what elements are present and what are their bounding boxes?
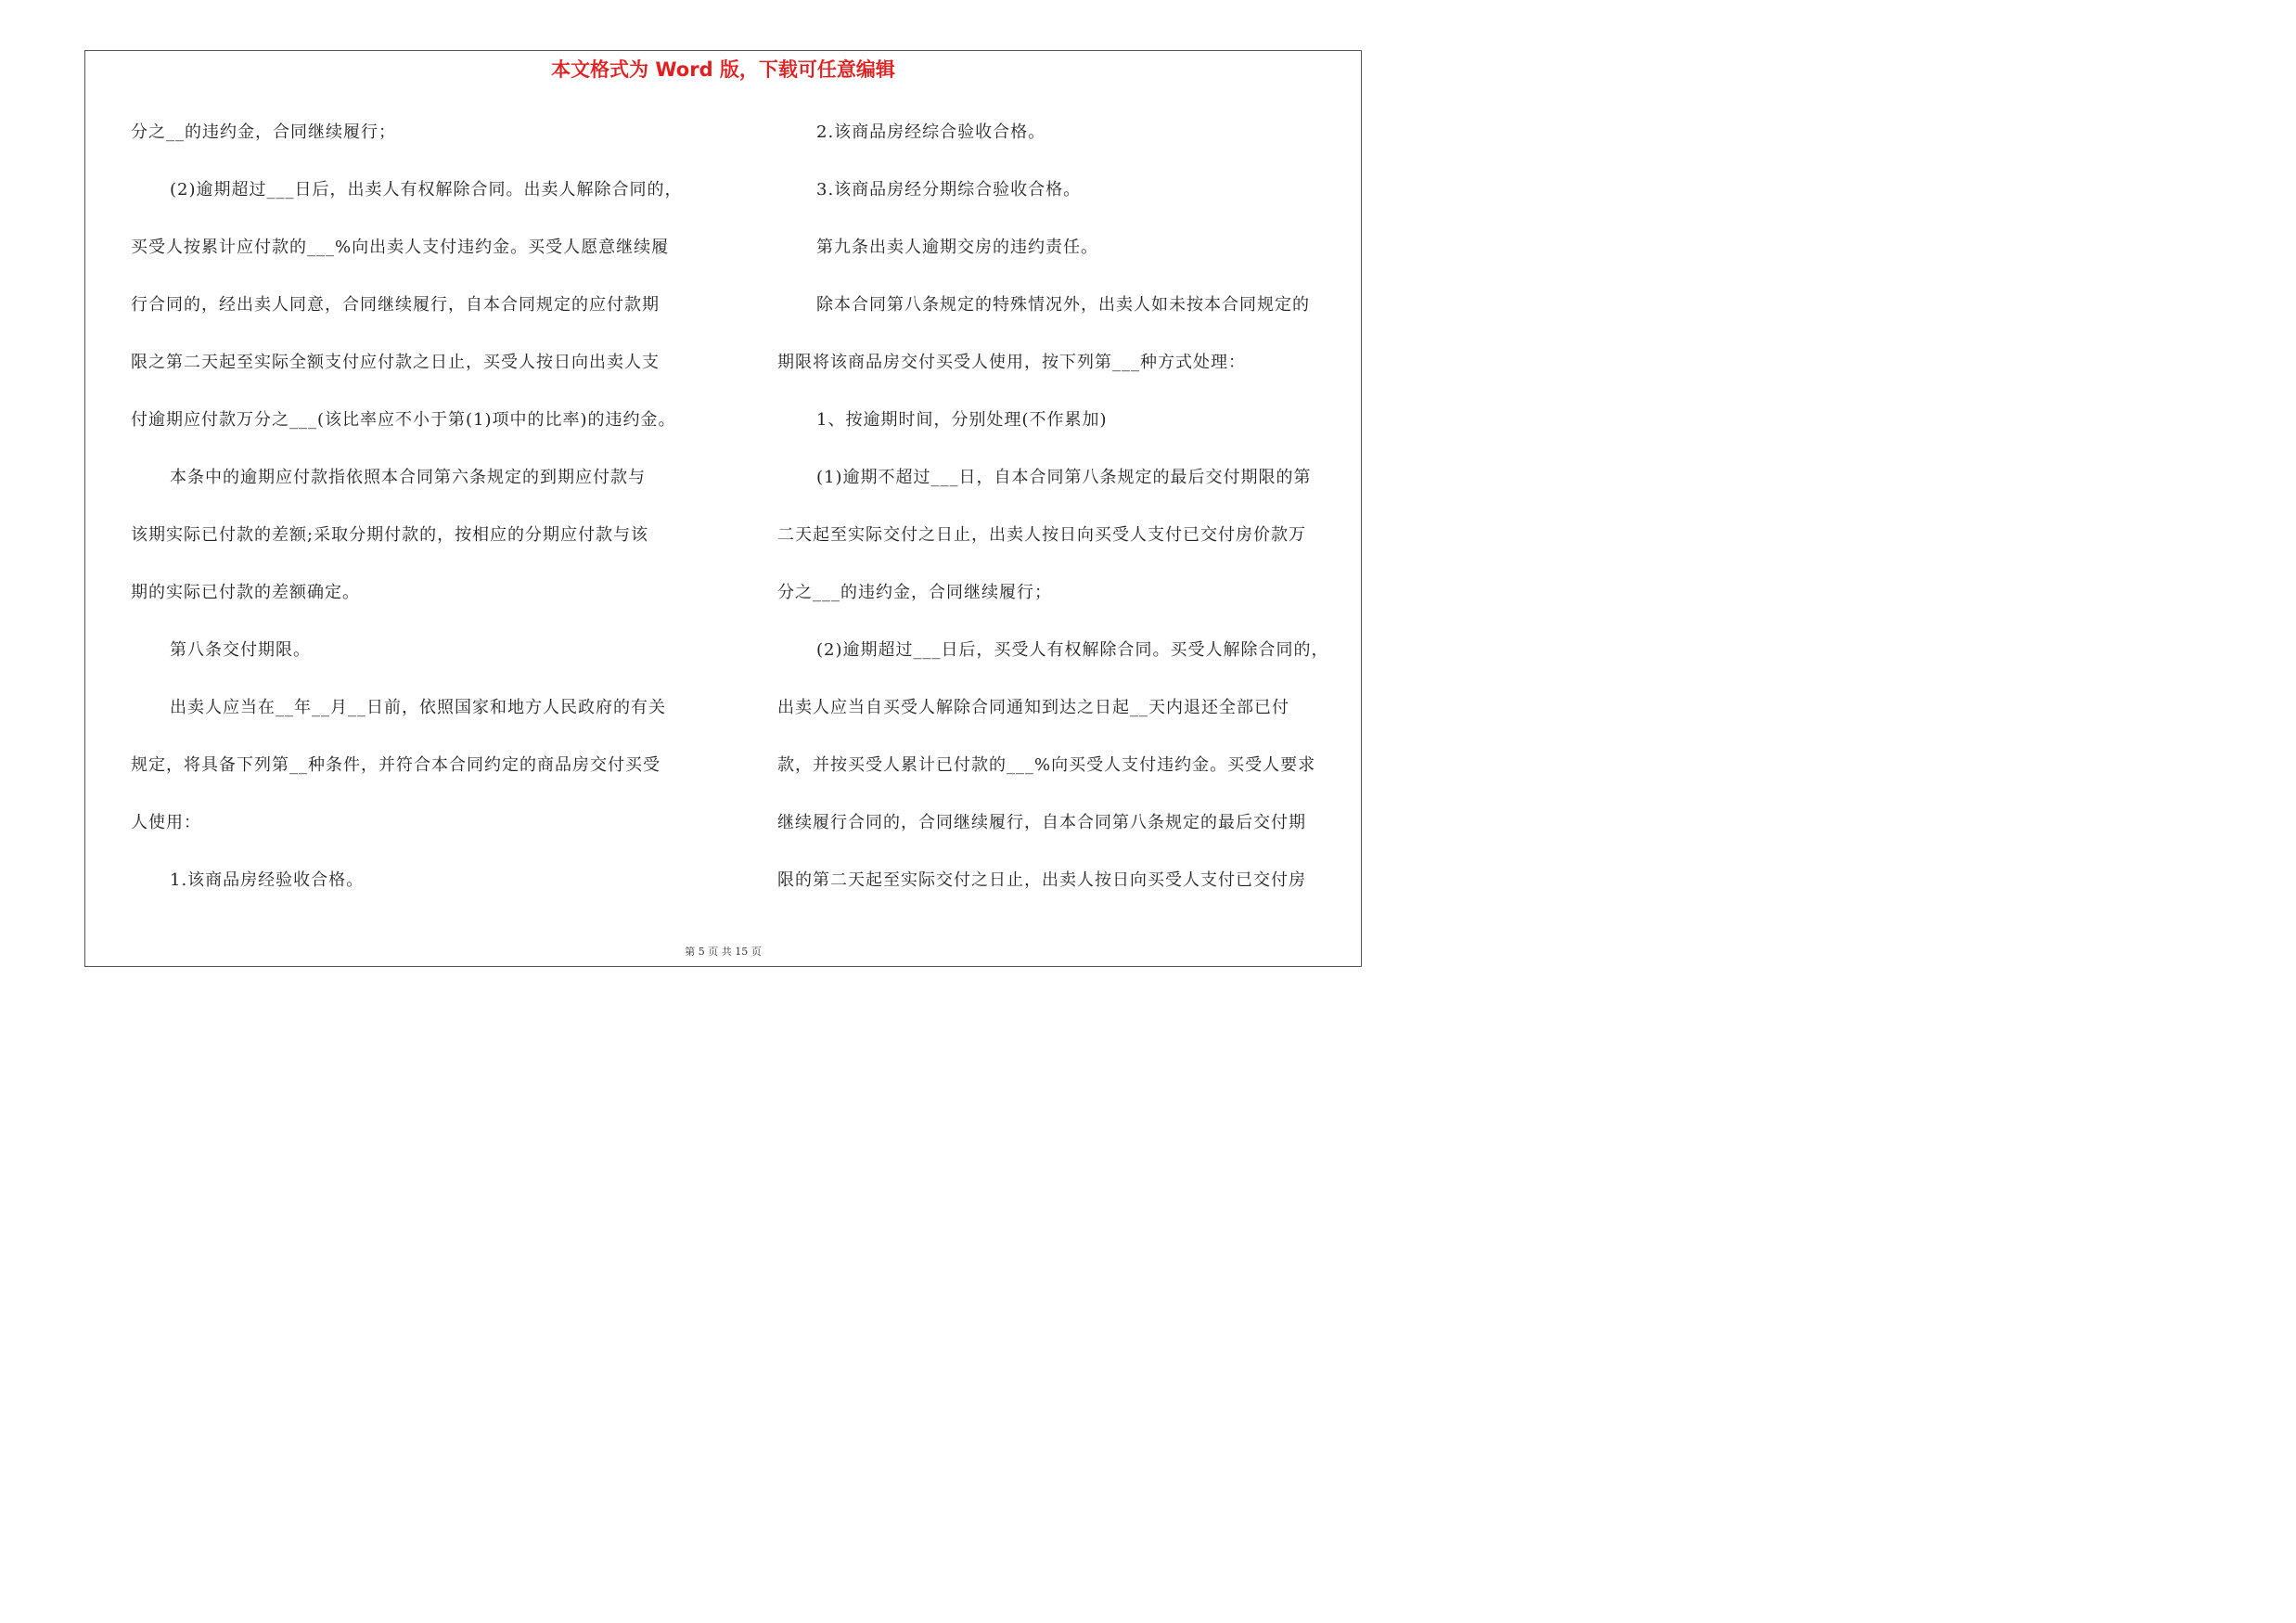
page-number-footer: 第 5 页 共 15 页: [685, 946, 762, 958]
text-line: 二天起至实际交付之日止，出卖人按日向买受人支付已交付房价款万: [777, 525, 1306, 545]
format-notice-banner: 本文格式为 Word 版，下载可任意编辑: [551, 58, 895, 81]
left-text-column: [131, 104, 725, 909]
text-line: 本条中的逾期应付款指依照本合同第六条规定的到期应付款与: [170, 468, 646, 487]
right-text-column: [777, 104, 1358, 909]
text-line: 行合同的，经出卖人同意，合同继续履行，自本合同规定的应付款期: [131, 295, 660, 315]
text-line: 继续履行合同的，合同继续履行，自本合同第八条规定的最后交付期: [777, 813, 1306, 832]
text-line: 分之__的违约金，合同继续履行；: [131, 122, 396, 142]
text-line: (1)逾期不超过___日，自本合同第八条规定的最后交付期限的第: [816, 468, 1312, 487]
text-line: 第八条交付期限。: [170, 640, 311, 660]
text-line: 第九条出卖人逾期交房的违约责任。: [816, 238, 1098, 257]
text-line: 付逾期应付款万分之___(该比率应不小于第(1)项中的比率)的违约金。: [131, 410, 676, 430]
text-line: 限之第二天起至实际全额支付应付款之日止，买受人按日向出卖人支: [131, 353, 660, 372]
text-line: (2)逾期超过___日后，买受人有权解除合同。买受人解除合同的，: [816, 640, 1329, 660]
text-line: 2.该商品房经综合验收合格。: [816, 122, 1046, 142]
text-line: 款，并按买受人累计已付款的___%向买受人支付违约金。买受人要求: [777, 755, 1316, 775]
text-line: 规定，将具备下列第__种条件，并符合本合同约定的商品房交付买受: [131, 755, 661, 775]
text-line: 出卖人应当自买受人解除合同通知到达之日起__天内退还全部已付: [777, 698, 1289, 717]
text-line: (2)逾期超过___日后，出卖人有权解除合同。出卖人解除合同的，: [170, 180, 683, 200]
text-line: 分之___的违约金，合同继续履行；: [777, 583, 1052, 602]
text-line: 限的第二天起至实际交付之日止，出卖人按日向买受人支付已交付房: [777, 870, 1306, 890]
text-line: 期的实际已付款的差额确定。: [131, 583, 360, 602]
text-line: 该期实际已付款的差额;采取分期付款的，按相应的分期应付款与该: [131, 525, 649, 545]
text-line: 3.该商品房经分期综合验收合格。: [816, 180, 1082, 200]
text-line: 买受人按累计应付款的___%向出卖人支付违约金。买受人愿意继续履: [131, 238, 670, 257]
text-line: 除本合同第八条规定的特殊情况外，出卖人如未按本合同规定的: [816, 295, 1310, 315]
text-line: 期限将该商品房交付买受人使用，按下列第___种方式处理：: [777, 353, 1246, 372]
text-line: 1、按逾期时间，分别处理(不作累加): [816, 410, 1108, 430]
text-line: 人使用：: [131, 813, 201, 832]
text-line: 1.该商品房经验收合格。: [170, 870, 365, 890]
text-line: 出卖人应当在__年__月__日前，依照国家和地方人民政府的有关: [170, 698, 666, 717]
